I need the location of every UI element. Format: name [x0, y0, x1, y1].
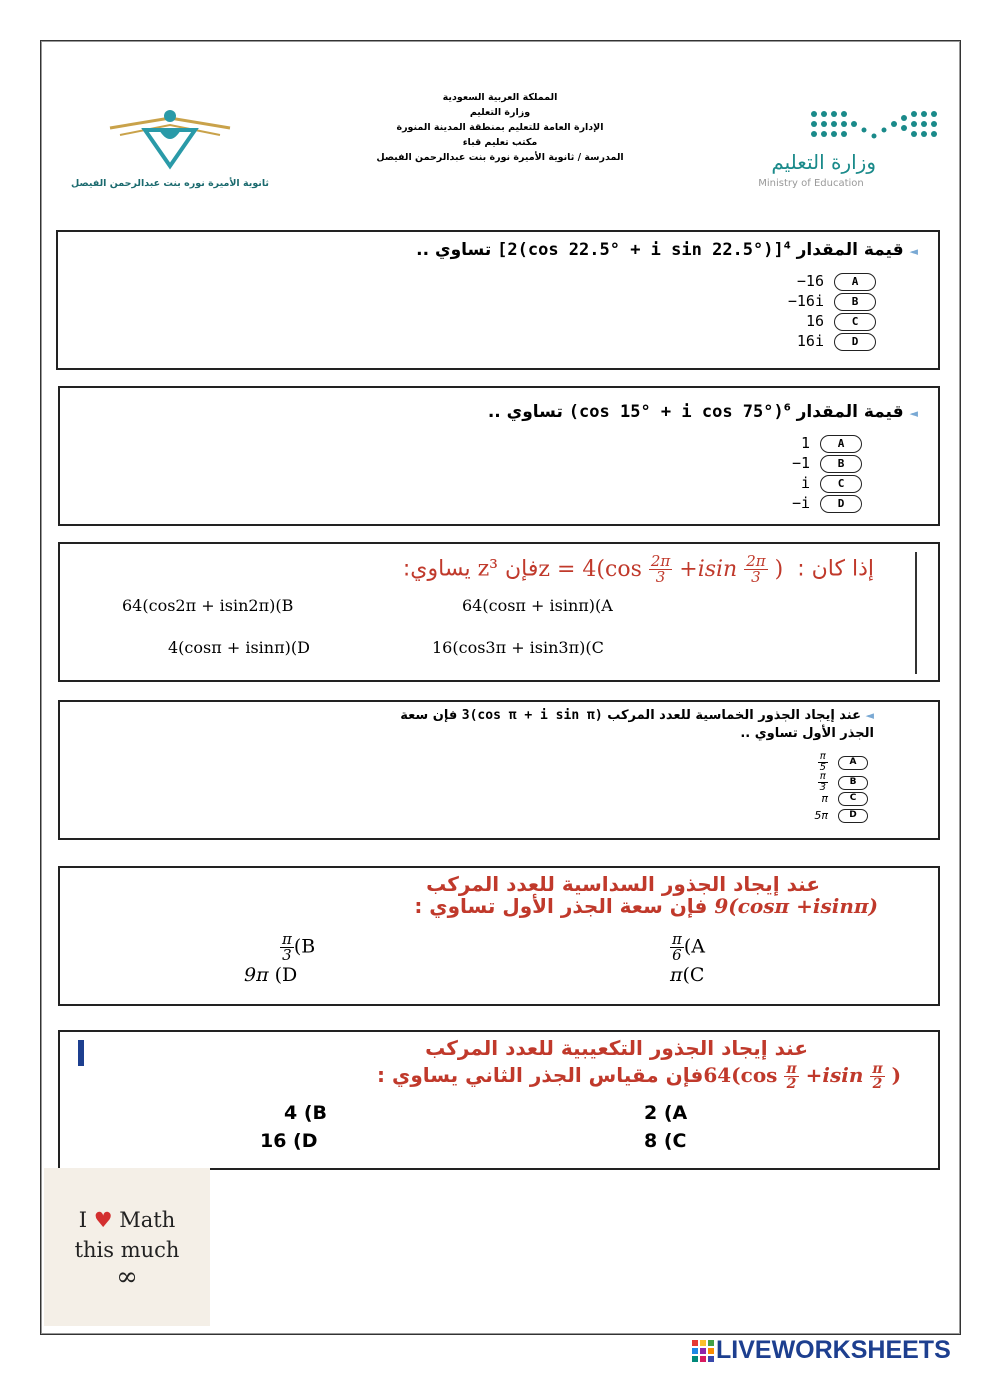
fraction	[870, 1062, 884, 1091]
option-letter: B	[834, 293, 876, 311]
option-a[interactable]: 2 (A	[644, 1102, 688, 1124]
option-b[interactable]	[792, 454, 862, 473]
option-b[interactable]: 4 (B	[284, 1102, 328, 1124]
option-value: 9π	[244, 964, 269, 986]
option-letter: C	[820, 475, 862, 493]
question-5	[58, 866, 940, 1006]
option-value: 16	[805, 312, 824, 330]
question-stem	[425, 1036, 808, 1060]
question-stem	[488, 402, 918, 422]
fraction-denominator: 3	[655, 568, 666, 586]
bullet-arrow-icon: ◄	[865, 709, 874, 722]
stem-text: قيمة المقدار	[796, 402, 904, 422]
question-stem	[426, 872, 820, 896]
option-b[interactable]	[818, 772, 868, 793]
option-letter: D	[820, 495, 862, 513]
header-line: المدرسة / ثانوية الأميرة نورة بنت عبدالرحمن الفيصل	[376, 152, 624, 163]
stem-text: قيمة المقدار	[796, 240, 904, 260]
stem-end: فإن سعة	[400, 708, 458, 723]
stem-text: عند إيجاد الجذور التكعيبية للعدد المركب	[425, 1036, 808, 1060]
fraction	[649, 554, 672, 585]
sticker-text: Math	[119, 1208, 176, 1232]
stem-text: فإن مقياس الجذر الثاني يساوي :	[377, 1063, 704, 1087]
fraction-numerator: 2π	[746, 552, 766, 570]
fraction-denominator: 3	[282, 946, 292, 964]
fraction-denominator: 6	[672, 946, 682, 964]
option-letter: D	[838, 809, 868, 823]
stem-text: الجذر الأول تساوي ..	[740, 726, 874, 741]
option-c[interactable]: 16(cos3π + isin3π)(C	[432, 638, 604, 657]
option-value: −1	[791, 454, 810, 472]
expression-middle: +isin	[805, 1063, 864, 1087]
ministry-logo-icon	[808, 108, 938, 148]
option-label: (B	[293, 935, 316, 958]
divider	[915, 552, 917, 674]
option-label: (A	[683, 935, 705, 958]
ministry-name-ar: وزارة التعليم	[771, 150, 876, 174]
fraction	[818, 752, 828, 773]
option-d[interactable]	[814, 809, 868, 823]
then-text: فإن	[505, 556, 539, 582]
option-letter: A	[838, 756, 868, 770]
question-stem	[400, 708, 874, 723]
expression: [2(cos 22.5° + i sin 22.5°)]	[497, 240, 784, 260]
fraction-numerator: π	[786, 1061, 797, 1077]
option-d[interactable]	[792, 494, 862, 513]
stem-text: فإن سعة الجذر الأول تساوي :	[414, 894, 708, 918]
option-a[interactable]	[670, 932, 705, 963]
fraction-denominator: 2	[872, 1076, 883, 1092]
stem-text: إذا كان :	[797, 556, 874, 582]
fraction	[280, 932, 294, 963]
exponent: 6	[783, 402, 791, 414]
sticker-line-2: this much	[74, 1238, 180, 1262]
expression: 3(cos π + i sin π)	[461, 708, 603, 723]
sticker-text: I	[78, 1208, 88, 1232]
fraction	[670, 932, 684, 963]
fraction-numerator: 2π	[650, 552, 671, 570]
option-value: −16	[796, 272, 824, 290]
question-stem-line2	[377, 1062, 908, 1091]
option-letter: B	[820, 455, 862, 473]
header-line: مكتب تعليم قباء	[462, 137, 538, 148]
heart-icon: ♥	[93, 1208, 113, 1232]
option-d[interactable]: 4(cosπ + isinπ)(D	[168, 638, 310, 657]
option-letter: C	[838, 792, 868, 806]
liveworksheets-logo-icon	[692, 1340, 714, 1364]
question-stem	[416, 240, 918, 260]
header	[0, 0, 1000, 220]
option-d[interactable]: 16 (D	[260, 1130, 318, 1152]
fraction-denominator: 3	[751, 568, 761, 586]
marker-bar	[78, 1040, 84, 1066]
equals-text: يساوي:	[402, 556, 471, 582]
option-a[interactable]	[801, 434, 862, 453]
fraction-denominator: 2	[786, 1076, 797, 1092]
question-4	[58, 700, 940, 840]
option-a[interactable]	[818, 752, 868, 773]
option-a[interactable]	[797, 272, 876, 291]
option-value: −16i	[787, 292, 824, 310]
option-c[interactable]: 8 (C	[644, 1130, 687, 1152]
option-c[interactable]	[821, 792, 868, 806]
expression: (cos 15° + i cos 75°)	[568, 402, 784, 422]
stem-expression	[569, 402, 791, 422]
fraction	[744, 554, 767, 585]
option-c[interactable]	[806, 312, 876, 331]
bullet-arrow-icon: ◄	[909, 407, 918, 420]
option-letter: C	[834, 313, 876, 331]
option-label: (C	[682, 964, 705, 986]
expression: 9(cosπ +isinπ)	[714, 894, 878, 918]
option-d[interactable]	[797, 332, 876, 351]
sticker-line-1	[44, 1208, 210, 1232]
expression-right: )	[891, 1063, 902, 1087]
exponent: 4	[783, 240, 791, 252]
expression-left: 64(cos	[703, 1063, 778, 1087]
option-c[interactable]	[801, 474, 862, 493]
ministry-name-en: Ministry of Education	[758, 178, 864, 189]
option-c[interactable]	[670, 964, 704, 986]
header-line: المملكة العربية السعودية	[442, 92, 558, 103]
stem-expression	[703, 1061, 908, 1092]
stem-text: عند إيجاد الجذور الخماسية للعدد المركب	[607, 708, 861, 723]
option-a[interactable]: 64(cosπ + isinπ)(A	[462, 596, 613, 615]
question-stem-line2	[414, 894, 878, 918]
stem-end: تساوي ..	[416, 240, 492, 260]
header-line: وزارة التعليم	[469, 107, 531, 118]
stem-expression	[497, 240, 791, 260]
option-b[interactable]: 64(cos2π + isin2π)(B	[122, 596, 294, 615]
fraction-numerator: π	[872, 1061, 883, 1077]
fraction-denominator: 5	[819, 762, 826, 773]
stem-expression	[538, 552, 790, 586]
option-value: 1	[800, 434, 810, 452]
school-name: ثانوية الأميرة نوره بنت عبدالرحمن الفيصل	[71, 178, 269, 189]
math-sticker	[44, 1168, 210, 1326]
school-logo-icon	[100, 100, 240, 172]
option-letter: A	[820, 435, 862, 453]
option-letter: B	[838, 776, 868, 790]
option-letter: D	[834, 333, 876, 351]
expression-middle: +isin	[679, 556, 738, 582]
fraction	[784, 1062, 798, 1091]
fraction-numerator: π	[282, 930, 292, 948]
expression-left: z = 4(cos	[538, 556, 642, 582]
option-value: −i	[791, 494, 810, 512]
option-value: π	[821, 792, 828, 805]
option-value: 5π	[814, 809, 828, 822]
question-stem	[403, 554, 874, 585]
z-power: z³	[477, 556, 499, 582]
question-2	[58, 386, 940, 526]
fraction-numerator: π	[672, 930, 682, 948]
option-letter: A	[834, 273, 876, 291]
question-stem-line2	[740, 726, 874, 741]
fraction-numerator: π	[818, 752, 828, 763]
bullet-arrow-icon: ◄	[909, 245, 918, 258]
option-b[interactable]	[788, 292, 876, 311]
question-3	[58, 542, 940, 682]
option-d[interactable]	[244, 964, 297, 986]
question-6	[58, 1030, 940, 1170]
fraction-denominator: 3	[819, 782, 826, 793]
stem-text: عند إيجاد الجذور السداسية للعدد المركب	[426, 872, 820, 896]
option-value: π	[670, 964, 683, 986]
header-line: الإدارة العامة للتعليم بمنطقة المدينة المنورة	[396, 122, 604, 133]
question-1	[56, 230, 940, 370]
fraction	[818, 772, 828, 793]
option-b[interactable]	[280, 932, 315, 963]
infinity-icon: ∞	[116, 1262, 138, 1292]
expression-right: )	[774, 556, 784, 582]
option-label: (D	[274, 964, 298, 986]
header-text	[360, 90, 640, 165]
fraction-numerator: π	[818, 772, 828, 783]
stem-end: تساوي ..	[487, 402, 563, 422]
option-value: 16i	[796, 332, 824, 350]
footer-brand[interactable]: LIVEWORKSHEETS	[716, 1336, 951, 1364]
option-value: i	[800, 474, 810, 492]
